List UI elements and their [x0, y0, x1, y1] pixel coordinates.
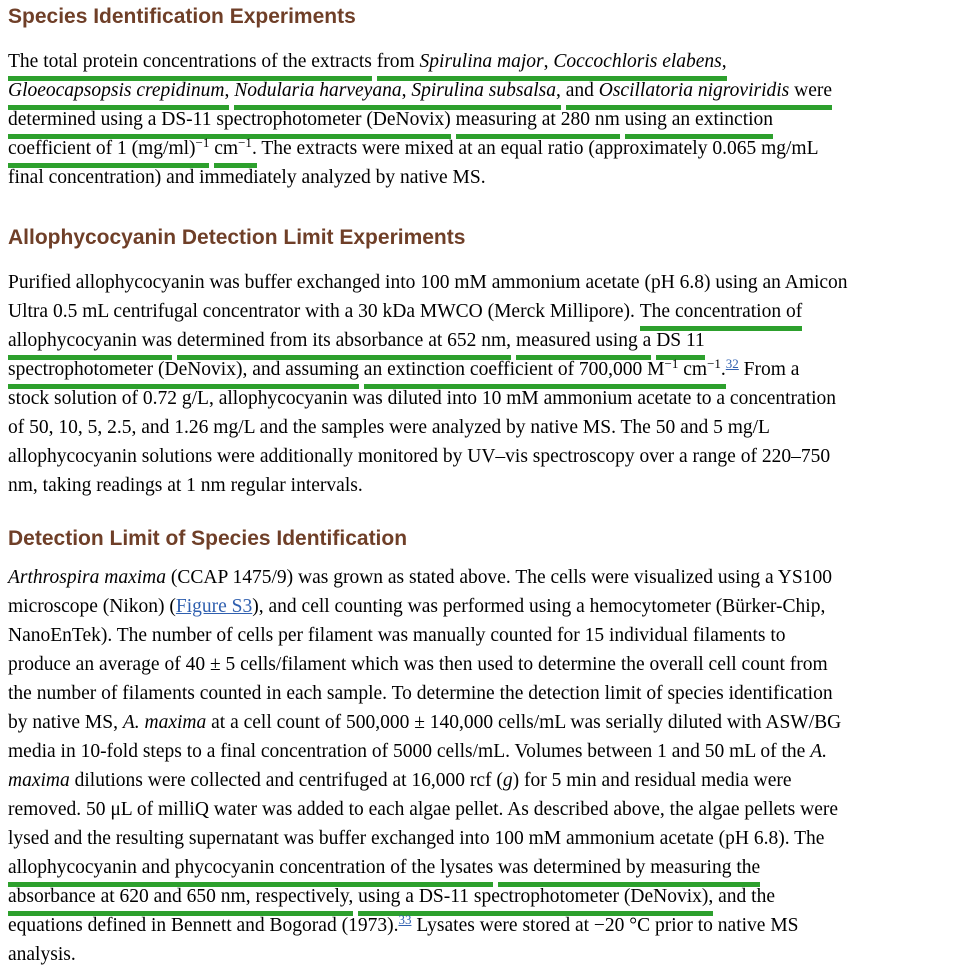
text-line: [8, 650, 951, 679]
text-span: maxima: [8, 770, 70, 791]
text-line: [8, 940, 951, 969]
section: [8, 4, 951, 192]
text-span: Purified allophycocyanin was buffer exchanged into 100 mM ammonium acetate (pH 6.8) using an Amicon: [8, 272, 848, 293]
text-line: [8, 355, 951, 384]
text-line: [8, 708, 951, 737]
text-span: microscope (Nikon) (: [8, 596, 176, 617]
text-span: by native MS,: [8, 712, 123, 733]
text-span: ,: [543, 51, 554, 72]
text-span: Gloeocapsopsis crepidinum: [8, 80, 225, 101]
text-span: g: [502, 770, 513, 791]
text-line: [8, 134, 951, 163]
text-span: produce an average of 40 ± 5 cells/filament which was then used to determine the overall cell count from: [8, 654, 828, 675]
text-line: [8, 471, 951, 500]
text-span: and the: [713, 886, 775, 907]
text-span: A. maxima: [122, 712, 207, 733]
text-span: nm, taking readings at 1 nm regular intervals.: [8, 475, 363, 496]
text-line: [8, 297, 951, 326]
text-span: from: [376, 51, 420, 72]
text-line: [8, 766, 951, 795]
text-span: stock solution of 0.72 g/L, allophycocyanin was diluted into 10 mM ammonium acetate to a concentration: [8, 388, 837, 409]
text-line: [8, 413, 951, 442]
text-span: cm: [214, 138, 239, 159]
text-span: −1: [707, 356, 721, 371]
text-span: analysis.: [8, 944, 76, 965]
text-span: at a cell count of 500,000 ± 140,000 cells/mL was serially diluted with ASW/BG: [206, 712, 842, 733]
section: [8, 526, 951, 969]
text-line: [8, 442, 951, 471]
text-span: absorbance at 620 and 650 nm, respectively,: [8, 886, 354, 907]
text-line: [8, 882, 951, 911]
text-span: From a: [738, 359, 800, 380]
text-span: .: [720, 359, 726, 380]
text-span: Spirulina major: [419, 51, 544, 72]
text-span: were: [789, 80, 833, 101]
text-span: determined using a DS-11 spectrophotometer (DeNovix): [8, 109, 451, 130]
text-line: [8, 592, 951, 621]
paragraph: [8, 268, 951, 500]
paragraph: [8, 563, 951, 969]
text-span: NanoEnTek). The number of cells per filament was manually counted for 15 individual filaments to: [8, 625, 786, 646]
text-line: [8, 326, 951, 355]
text-line: [8, 911, 951, 940]
text-span: determined from its absorbance at 652 nm,: [176, 330, 512, 351]
text-span: Lysates were stored at −20 °C prior to native MS: [411, 915, 799, 936]
figure-s3-link[interactable]: Figure S3: [175, 596, 253, 617]
text-span: dilutions were collected and centrifuged at 16,000 rcf (: [69, 770, 503, 791]
text-line: [8, 737, 951, 766]
text-line: [8, 384, 951, 413]
text-span: .: [251, 138, 257, 159]
text-span: −1: [664, 356, 679, 371]
text-line: [8, 47, 951, 76]
text-span: Coccochloris elabens: [553, 51, 722, 72]
text-span: (CCAP 1475/9) was grown as stated above. The cells were visualized using a YS100: [166, 567, 832, 588]
text-span: final concentration) and immediately analyzed by native MS.: [8, 167, 486, 188]
text-span: cm: [678, 359, 708, 380]
text-span: allophycocyanin and phycocyanin concentration of the lysates: [8, 857, 494, 878]
text-span: The total protein concentrations of the extracts: [8, 51, 372, 72]
section-heading: Species Identification Experiments: [8, 5, 356, 28]
text-line: [8, 621, 951, 650]
text-line: [8, 853, 951, 882]
paragraph: [8, 47, 951, 192]
text-line: [8, 824, 951, 853]
text-line: [8, 563, 951, 592]
text-span: −1: [195, 135, 210, 150]
text-span: media in 10-fold steps to a final concentration of 5000 cells/mL. Volumes between 1 and 50 mL of the: [8, 741, 811, 762]
text-line: [8, 679, 951, 708]
text-span: Oscillatoria nigroviridis: [598, 80, 790, 101]
text-span: measured using a: [515, 330, 652, 351]
text-span: DS 11: [656, 330, 705, 351]
ref-33-link[interactable]: 33: [398, 912, 412, 927]
text-span: removed. 50 μL of milliQ water was added to each algae pellet. As described above, the algae pellets were: [8, 799, 839, 820]
text-span: was determined by measuring the: [498, 857, 761, 878]
text-span: ) for 5 min and residual media were: [512, 770, 792, 791]
text-span: Spirulina subsalsa: [411, 80, 556, 101]
text-span: allophycocyanin was: [8, 330, 173, 351]
text-span: −1: [238, 135, 252, 150]
text-span: Ultra 0.5 mL centrifugal concentrator with a 30 kDa MWCO (Merck Millipore).: [8, 301, 640, 322]
text-span: the number of filaments counted in each sample. To determine the detection limit of species identification: [8, 683, 833, 704]
text-span: using a DS-11 spectrophotometer (DeNovix),: [358, 886, 714, 907]
section-heading: Detection Limit of Species Identification: [8, 527, 408, 550]
section-heading: Allophycocyanin Detection Limit Experiments: [8, 226, 466, 249]
text-span: coefficient of 1 (mg/ml): [8, 138, 196, 159]
text-span: lysed and the resulting supernatant was buffer exchanged into 100 mM ammonium acetate (pH 6.8). The: [8, 828, 825, 849]
text-span: ,: [555, 80, 561, 101]
text-span: A.: [810, 741, 828, 762]
text-span: allophycocyanin solutions were additionally monitored by UV–vis spectroscopy over a range of 220–750: [8, 446, 831, 467]
text-span: an extinction coefficient of 700,000 M: [363, 359, 665, 380]
text-span: ,: [401, 80, 412, 101]
text-span: Arthrospira maxima: [8, 567, 166, 588]
text-span: measuring at 280 nm: [455, 109, 620, 130]
text-span: equations defined in Bennett and Bogorad (1973).: [8, 915, 399, 936]
text-span: The extracts were mixed at an equal ratio (approximately 0.065 mg/mL: [256, 138, 819, 159]
text-span: The concentration of: [639, 301, 803, 322]
section: [8, 225, 951, 500]
text-span: ,: [224, 80, 230, 101]
text-span: and: [565, 80, 599, 101]
ref-32-link[interactable]: 32: [725, 356, 739, 371]
text-line: [8, 163, 951, 192]
text-span: Nodularia harveyana: [234, 80, 402, 101]
text-span: ,: [721, 51, 727, 72]
text-span: of 50, 10, 5, 2.5, and 1.26 mg/L and the samples were analyzed by native MS. The 50 and 5 mg/L: [8, 417, 770, 438]
text-line: [8, 795, 951, 824]
text-span: spectrophotometer (DeNovix), and assuming: [8, 359, 359, 380]
text-span: using an extinction: [624, 109, 774, 130]
text-span: ), and cell counting was performed using a hemocytometer (Bürker-Chip,: [252, 596, 826, 617]
text-line: [8, 268, 951, 297]
text-line: [8, 76, 951, 105]
